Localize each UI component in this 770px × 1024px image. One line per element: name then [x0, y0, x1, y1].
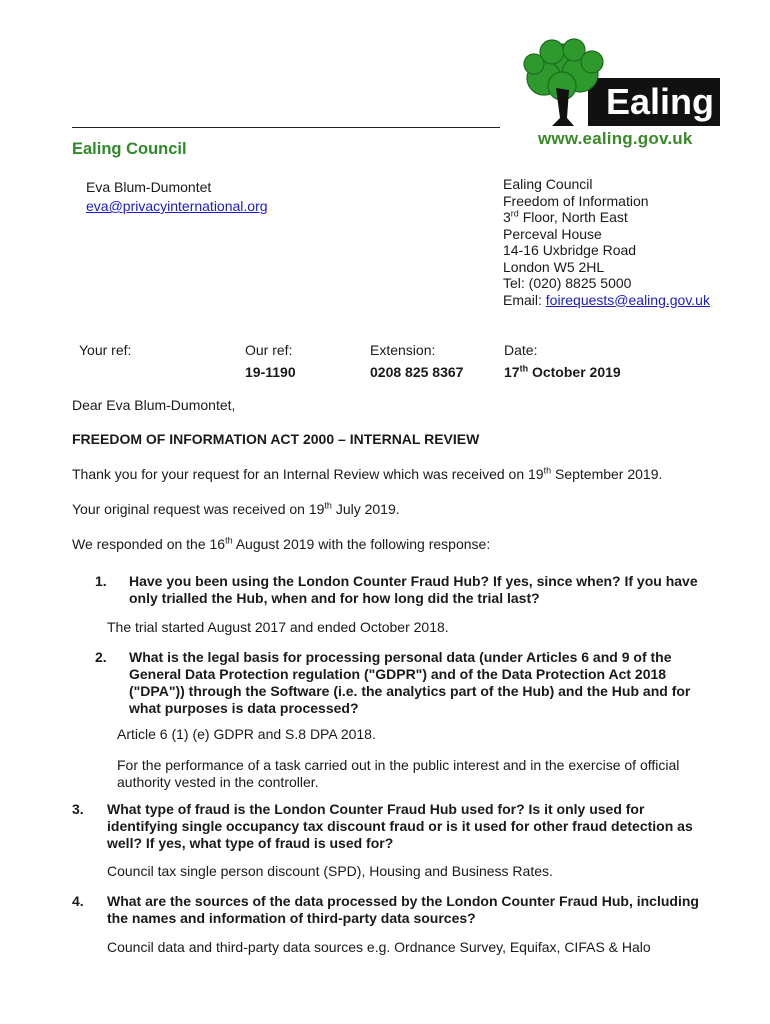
recipient-name: Eva Blum-Dumontet — [86, 179, 212, 195]
answer-text: Council tax single person discount (SPD), Housing and Business Rates. — [107, 863, 553, 879]
answer-text: Council data and third-party data sources e.g. Ordnance Survey, Equifax, CIFAS & Halo — [107, 939, 651, 955]
question-text: What is the legal basis for processing personal data (under Articles 6 and 9 of the General Data Protection regulation ("GDPR") and of the Data Protection Act 2018 ("DPA")) through the Software (i.e. the analytics part of the Hub) and the Hub and for what purposes is data processed? — [129, 649, 691, 716]
question-text: Have you been using the London Counter Fraud Hub? If yes, since when? If you have only trialled the Hub, when and for how long did the trial last? — [129, 573, 698, 606]
question-number: 4. — [72, 893, 84, 909]
tree-logo-icon — [522, 38, 722, 128]
answer-text: The trial started August 2017 and ended October 2018. — [107, 619, 449, 635]
question-number: 2. — [95, 649, 107, 665]
date-value: 17th October 2019 — [504, 363, 621, 380]
our-ref — [245, 342, 296, 380]
paragraph-review-received: Thank you for your request for an Internal Review which was received on 19th September 2019. — [72, 465, 663, 482]
date — [504, 342, 621, 380]
sender-line: London W5 2HL — [503, 258, 605, 275]
answer-text: Article 6 (1) (e) GDPR and S.8 DPA 2018. — [117, 726, 376, 742]
question-number: 1. — [95, 573, 107, 589]
sender-line: Freedom of Information — [503, 192, 649, 209]
extension-value: 0208 825 8367 — [370, 364, 464, 380]
our-ref-label: Our ref: — [245, 342, 293, 358]
org-name: Ealing Council — [72, 140, 187, 158]
sender-line: Perceval House — [503, 225, 602, 242]
ealing-logo — [522, 38, 722, 128]
salutation: Dear Eva Blum-Dumontet, — [72, 397, 236, 413]
question-text: What type of fraud is the London Counter Fraud Hub used for? Is it only used for identifying single occupancy tax discount fraud or is it used for other fraud detection as well? If yes, what type of fraud is used for? — [107, 801, 693, 851]
sender-floor: 3rd Floor, North East — [503, 208, 628, 225]
letter-heading: FREEDOM OF INFORMATION ACT 2000 – INTERNAL REVIEW — [72, 431, 480, 447]
sender-line: Ealing Council — [503, 176, 593, 192]
date-label: Date: — [504, 342, 538, 358]
header-rule — [72, 127, 500, 128]
sender-address — [503, 176, 710, 308]
extension — [370, 342, 463, 380]
recipient-block — [86, 178, 268, 216]
sender-line: 14-16 Uxbridge Road — [503, 242, 637, 258]
question-text: What are the sources of the data processed by the London Counter Fraud Hub, including the names and information of third-party data sources? — [107, 893, 699, 926]
logo-url[interactable]: www.ealing.gov.uk — [538, 129, 693, 148]
paragraph-responded: We responded on the 16th August 2019 with the following response: — [72, 535, 491, 552]
paragraph-original-request: Your original request was received on 19th July 2019. — [72, 500, 400, 517]
question-number: 3. — [72, 801, 84, 817]
recipient-email-link[interactable]: eva@privacyinternational.org — [86, 198, 268, 214]
logo-wordmark: Ealing — [606, 81, 715, 122]
extension-label: Extension: — [370, 342, 436, 358]
sender-email: Email: foirequests@ealing.gov.uk — [503, 291, 710, 308]
sender-email-link[interactable]: foirequests@ealing.gov.uk — [545, 291, 710, 308]
our-ref-value: 19-1190 — [245, 364, 296, 380]
your-ref-label: Your ref: — [79, 342, 132, 358]
sender-tel: Tel: (020) 8825 5000 — [503, 275, 632, 291]
answer-text: For the performance of a task carried out in the public interest and in the exercise of official authority vested in the controller. — [117, 757, 680, 790]
your-ref — [79, 342, 131, 364]
